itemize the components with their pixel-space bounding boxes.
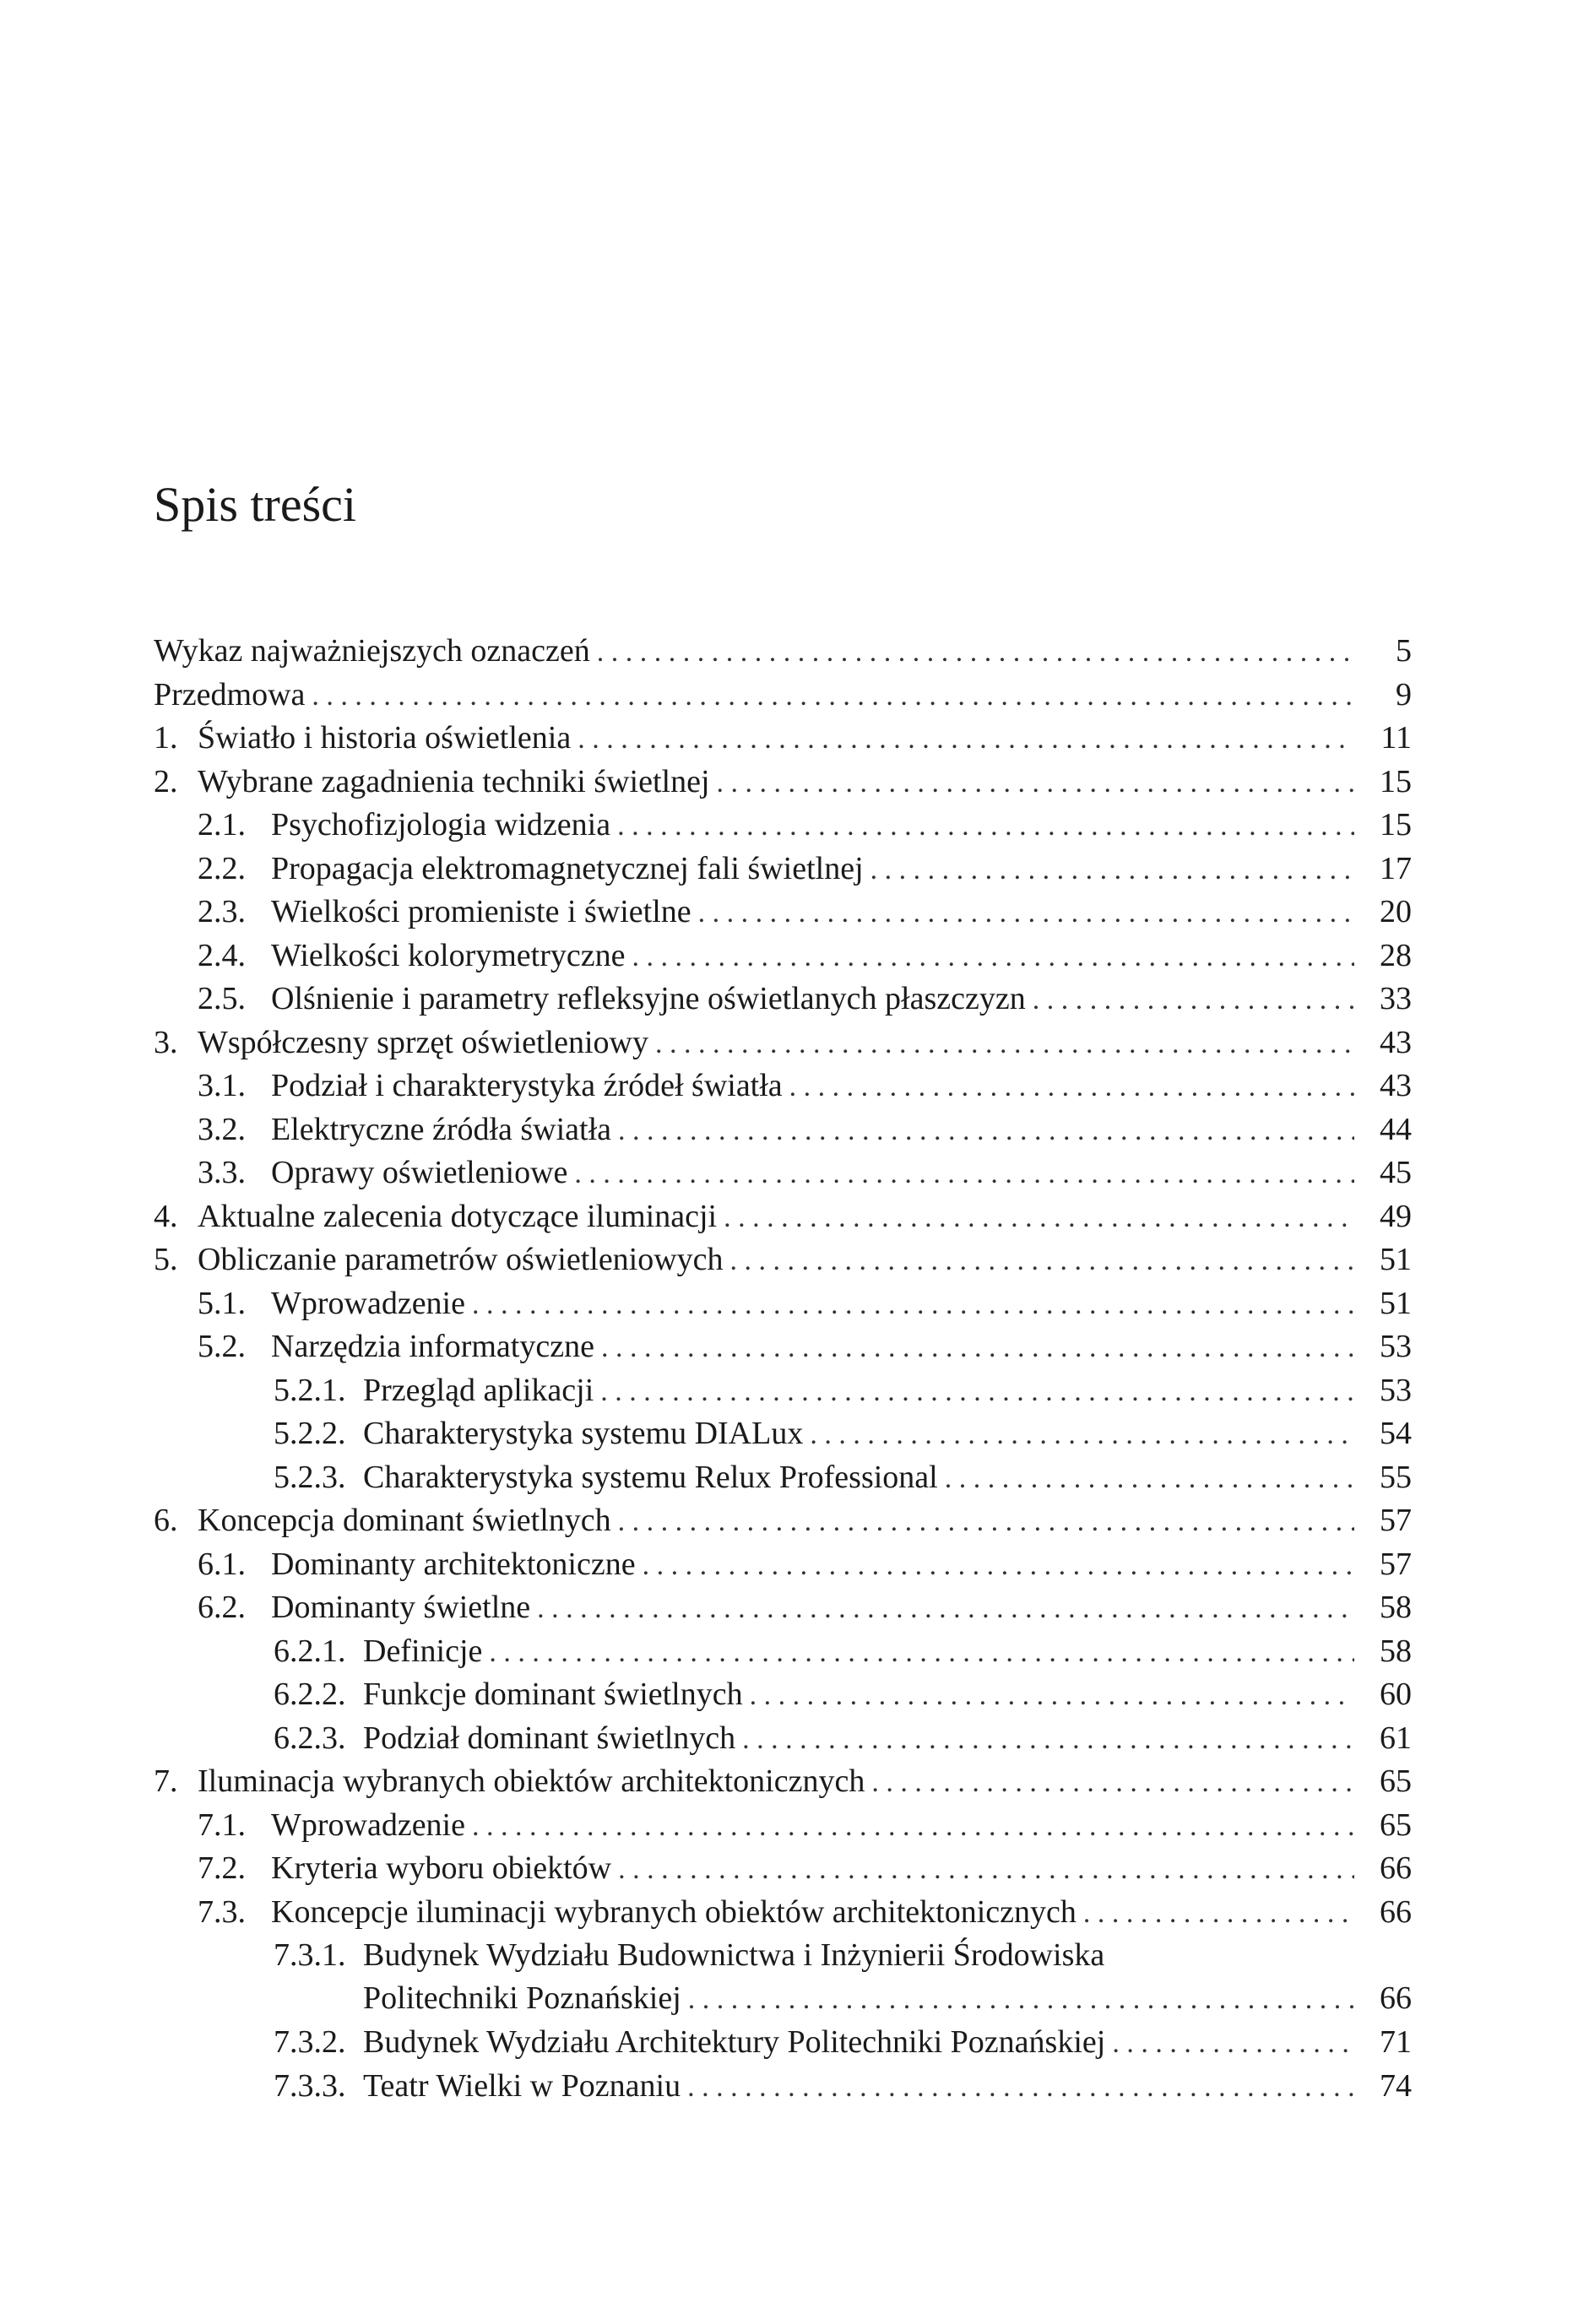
toc-entry-page: 66 — [1380, 1850, 1412, 1886]
toc-entry-page: 17 — [1380, 850, 1412, 886]
toc-entry-page: 66 — [1380, 1980, 1412, 2016]
toc-entry — [154, 1456, 1412, 1500]
toc-entry-body — [274, 2021, 1361, 2065]
dot-leader — [632, 935, 1354, 978]
toc-entry-label: Dominanty świetlne — [271, 1590, 531, 1625]
dot-leader — [655, 1022, 1354, 1065]
dot-leader — [717, 761, 1354, 804]
toc-entry-number: 5. — [154, 1242, 178, 1277]
toc-entry-number: 6.1. — [198, 1546, 246, 1582]
toc-entry-number: 7.1. — [198, 1807, 246, 1843]
toc-entry-label-continued: Politechniki Poznańskiej — [363, 1980, 681, 2016]
toc-entry-body — [198, 891, 1361, 934]
dot-leader — [312, 674, 1354, 718]
toc-entry-label: Propagacja elektromagnetycznej fali świetlnej — [271, 850, 864, 886]
toc-entry-number: 7.3.3. — [274, 2067, 346, 2104]
dot-leader — [472, 1283, 1354, 1326]
dot-leader — [698, 891, 1354, 934]
toc-entry — [154, 674, 1412, 718]
dot-leader — [945, 1457, 1354, 1500]
toc-entry-body — [198, 1847, 1361, 1891]
toc-entry-label: Narzędzia informatyczne — [271, 1329, 594, 1364]
toc-entry-number: 6. — [154, 1503, 178, 1538]
toc-entry — [154, 1325, 1412, 1369]
toc-entry-body — [198, 1064, 1361, 1108]
toc-entry-label: Budynek Wydziału Architektury Politechniki Poznańskiej — [363, 2024, 1106, 2060]
toc-entry-number: 7.3. — [198, 1893, 246, 1930]
toc-entry-body — [198, 1543, 1361, 1587]
toc-entry-body — [154, 1195, 1361, 1239]
dot-leader — [742, 1718, 1354, 1761]
dot-leader — [1083, 1892, 1354, 1935]
toc-entry — [154, 1891, 1412, 1935]
toc-entry-body — [154, 674, 1361, 718]
toc-entry-body — [274, 1412, 1361, 1456]
dot-leader — [870, 848, 1354, 891]
toc-entry — [154, 1804, 1412, 1848]
dot-leader — [618, 1848, 1354, 1891]
toc-entry-page: 44 — [1380, 1111, 1412, 1147]
toc-entry — [154, 1673, 1412, 1717]
toc-entry-number: 2.5. — [198, 981, 246, 1016]
toc-entry — [154, 1195, 1412, 1239]
toc-entry — [154, 1369, 1412, 1413]
toc-entry-label: Elektryczne źródła światła — [271, 1111, 612, 1147]
toc-entry-page: 58 — [1380, 1590, 1412, 1625]
toc-entry-body — [274, 1630, 1361, 1674]
toc-entry — [154, 848, 1412, 891]
toc-entry-page: 5 — [1396, 633, 1412, 669]
toc-entry — [154, 1282, 1412, 1326]
toc-entry-page: 28 — [1380, 937, 1412, 973]
toc-entry-number: 3. — [154, 1024, 178, 1060]
toc-entry-label: Wielkości promieniste i świetlne — [271, 894, 691, 929]
toc-entry-label: Charakterystyka systemu DIALux — [363, 1416, 804, 1451]
toc-entry-page: 71 — [1380, 2024, 1412, 2060]
toc-entry-body — [198, 1108, 1361, 1152]
toc-entry-number: 2.1. — [198, 807, 246, 842]
toc-entry-page: 57 — [1380, 1503, 1412, 1538]
toc-entry-body — [198, 804, 1361, 848]
toc-entry-label: Charakterystyka systemu Relux Professional — [363, 1459, 938, 1495]
toc-entry — [154, 1717, 1412, 1761]
toc-entry-page: 57 — [1380, 1546, 1412, 1582]
toc-entry — [154, 2021, 1412, 2065]
toc-entry-page: 65 — [1380, 1763, 1412, 1799]
toc-entry-body — [274, 1456, 1361, 1500]
toc-entry-body — [274, 1717, 1361, 1761]
toc-entry-page: 15 — [1380, 807, 1412, 842]
toc-entry-body — [198, 978, 1361, 1021]
toc-entry-continuation — [363, 1977, 1412, 2021]
toc-entry-number: 4. — [154, 1198, 178, 1234]
toc-entry-body — [154, 717, 1361, 761]
toc-entry — [154, 761, 1412, 804]
toc-entry — [154, 1499, 1412, 1543]
toc-entry-page: 58 — [1380, 1633, 1412, 1669]
toc-entry-label: Przegląd aplikacji — [363, 1372, 594, 1408]
toc-entry-page: 65 — [1380, 1807, 1412, 1843]
toc-entry — [154, 1760, 1412, 1804]
dot-leader — [537, 1587, 1354, 1630]
toc-entry-body — [274, 1673, 1361, 1717]
dot-leader — [597, 631, 1354, 674]
toc-entry-number: 2.3. — [198, 894, 246, 929]
dot-leader — [789, 1065, 1354, 1108]
toc-entry-number: 5.2.2. — [274, 1416, 346, 1451]
toc-entry — [154, 1543, 1412, 1587]
toc-entry — [154, 1630, 1412, 1674]
toc-entry-page: 66 — [1380, 1893, 1412, 1930]
dot-leader — [871, 1761, 1354, 1804]
toc-entry — [154, 1847, 1412, 1891]
toc-entry-label: Koncepcja dominant świetlnych — [198, 1503, 611, 1538]
toc-entry-label: Wprowadzenie — [271, 1285, 465, 1321]
toc-entry-label: Światło i historia oświetlenia — [198, 720, 572, 756]
toc-entry-body — [274, 2065, 1361, 2109]
toc-entry — [154, 804, 1412, 848]
toc-entry-body — [154, 1238, 1361, 1282]
toc-entry-page: 53 — [1380, 1372, 1412, 1408]
dot-leader — [1033, 978, 1354, 1021]
toc-entry-page: 53 — [1380, 1329, 1412, 1364]
toc-entry-label: Psychofizjologia widzenia — [271, 807, 611, 842]
page-title: Spis treści — [154, 477, 357, 532]
toc-entry-body — [154, 630, 1361, 674]
dot-leader — [489, 1631, 1354, 1674]
toc-entry-number: 6.2.3. — [274, 1720, 346, 1756]
toc-entry-number: 6.2.2. — [274, 1677, 346, 1712]
toc-entry-page: 74 — [1380, 2067, 1412, 2104]
toc-entry-page: 43 — [1380, 1068, 1412, 1103]
toc-entry-label: Olśnienie i parametry refleksyjne oświetlanych płaszczyzn — [271, 981, 1026, 1016]
toc-entry — [154, 891, 1412, 934]
toc-entry-body — [198, 848, 1361, 891]
toc-entry-number: 2. — [154, 763, 178, 799]
toc-entry-number: 5.2.3. — [274, 1459, 346, 1495]
toc-entry-body — [274, 1369, 1361, 1413]
toc-entry-body — [154, 1760, 1361, 1804]
toc-entry — [154, 934, 1412, 978]
dot-leader — [601, 1326, 1354, 1369]
toc-entry-page: 33 — [1380, 981, 1412, 1016]
toc-entry-body — [198, 1151, 1361, 1195]
table-of-contents — [154, 630, 1412, 2108]
toc-entry-label: Obliczanie parametrów oświetleniowych — [198, 1242, 724, 1277]
toc-entry-page: 9 — [1396, 676, 1412, 712]
toc-entry — [154, 978, 1412, 1021]
toc-entry — [154, 1238, 1412, 1282]
toc-entry-body — [154, 761, 1361, 804]
toc-entry-number: 5.2.1. — [274, 1372, 346, 1408]
dot-leader — [687, 2066, 1354, 2109]
toc-entry-wrap — [363, 1934, 1412, 2021]
dot-leader — [600, 1370, 1354, 1413]
toc-entry — [154, 1934, 1412, 2021]
toc-entry-label: Teatr Wielki w Poznaniu — [363, 2067, 681, 2104]
toc-entry-number: 3.3. — [198, 1155, 246, 1190]
toc-entry-label: Podział i charakterystyka źródeł światła — [271, 1068, 783, 1103]
toc-entry-page: 55 — [1380, 1459, 1412, 1495]
dot-leader — [810, 1413, 1354, 1456]
dot-leader — [643, 1544, 1354, 1587]
toc-entry-body — [154, 1021, 1361, 1065]
toc-entry-number: 1. — [154, 720, 178, 756]
toc-entry-label: Koncepcje iluminacji wybranych obiektów architektonicznych — [271, 1893, 1077, 1930]
toc-entry-body — [198, 1325, 1361, 1369]
toc-entry-body — [198, 1586, 1361, 1630]
toc-entry-label: Iluminacja wybranych obiektów architektonicznych — [198, 1763, 865, 1799]
toc-entry — [154, 717, 1412, 761]
toc-entry-label: Współczesny sprzęt oświetleniowy — [198, 1024, 648, 1060]
toc-entry-label: Wprowadzenie — [271, 1807, 465, 1843]
toc-entry — [154, 1064, 1412, 1108]
toc-entry — [154, 630, 1412, 674]
toc-entry-label: Definicje — [363, 1633, 483, 1669]
toc-entry-body — [198, 934, 1361, 978]
dot-leader — [688, 1978, 1354, 2021]
toc-entry-number: 7.3.2. — [274, 2024, 346, 2060]
toc-entry-body — [198, 1804, 1361, 1848]
toc-entry-page: 51 — [1380, 1285, 1412, 1321]
toc-entry-page: 15 — [1380, 763, 1412, 799]
toc-entry-page: 43 — [1380, 1024, 1412, 1060]
toc-entry-body — [198, 1891, 1361, 1935]
toc-entry-page: 51 — [1380, 1242, 1412, 1277]
toc-entry — [154, 1108, 1412, 1152]
toc-entry-number: 6.2. — [198, 1590, 246, 1625]
toc-entry-number: 3.2. — [198, 1111, 246, 1147]
toc-entry-page: 61 — [1380, 1720, 1412, 1756]
dot-leader — [578, 718, 1354, 761]
toc-entry-page: 20 — [1380, 894, 1412, 929]
toc-entry — [154, 1586, 1412, 1630]
dot-leader — [1112, 2022, 1354, 2065]
toc-entry-label: Wykaz najważniejszych oznaczeń — [154, 633, 590, 669]
toc-entry-label: Funkcje dominant świetlnych — [363, 1677, 743, 1712]
toc-entry-label: Wybrane zagadnienia techniki świetlnej — [198, 763, 710, 799]
toc-entry-label: Podział dominant świetlnych — [363, 1720, 736, 1756]
toc-entry — [154, 1021, 1412, 1065]
toc-entry-number: 2.4. — [198, 937, 246, 973]
toc-entry-page: 49 — [1380, 1198, 1412, 1234]
toc-entry — [154, 1412, 1412, 1456]
toc-entry-page: 11 — [1380, 720, 1412, 756]
toc-entry-label: Przedmowa — [154, 676, 306, 712]
dot-leader — [730, 1239, 1354, 1282]
toc-entry-number: 7.2. — [198, 1850, 246, 1886]
toc-entry-number: 7. — [154, 1763, 178, 1799]
toc-entry-body — [198, 1282, 1361, 1326]
toc-entry-number: 7.3.1. — [274, 1937, 346, 1973]
toc-entry-page: 60 — [1380, 1677, 1412, 1712]
toc-entry-label: Dominanty architektoniczne — [271, 1546, 636, 1582]
dot-leader — [574, 1152, 1354, 1195]
dot-leader — [618, 1109, 1354, 1152]
toc-entry-label: Kryteria wyboru obiektów — [271, 1850, 612, 1886]
dot-leader — [750, 1674, 1354, 1717]
toc-entry-page: 45 — [1380, 1155, 1412, 1190]
toc-entry — [154, 1151, 1412, 1195]
toc-entry-body — [274, 1934, 1412, 2021]
toc-entry-body — [154, 1499, 1361, 1543]
toc-entry-label: Wielkości kolorymetryczne — [271, 937, 626, 973]
dot-leader — [472, 1805, 1354, 1848]
toc-entry-number: 3.1. — [198, 1068, 246, 1103]
toc-entry-number: 5.1. — [198, 1285, 246, 1321]
toc-entry-number: 2.2. — [198, 850, 246, 886]
toc-entry-label: Oprawy oświetleniowe — [271, 1155, 568, 1190]
dot-leader — [617, 804, 1354, 848]
toc-entry — [154, 2065, 1412, 2109]
toc-entry-number: 6.2.1. — [274, 1633, 346, 1669]
toc-entry-label: Aktualne zalecenia dotyczące iluminacji — [198, 1198, 718, 1234]
dot-leader — [724, 1196, 1354, 1239]
toc-entry-number: 5.2. — [198, 1329, 246, 1364]
dot-leader — [618, 1500, 1354, 1543]
toc-entry-page: 54 — [1380, 1416, 1412, 1451]
toc-entry-label: Budynek Wydziału Budownictwa i Inżynierii Środowiska — [363, 1937, 1105, 1973]
